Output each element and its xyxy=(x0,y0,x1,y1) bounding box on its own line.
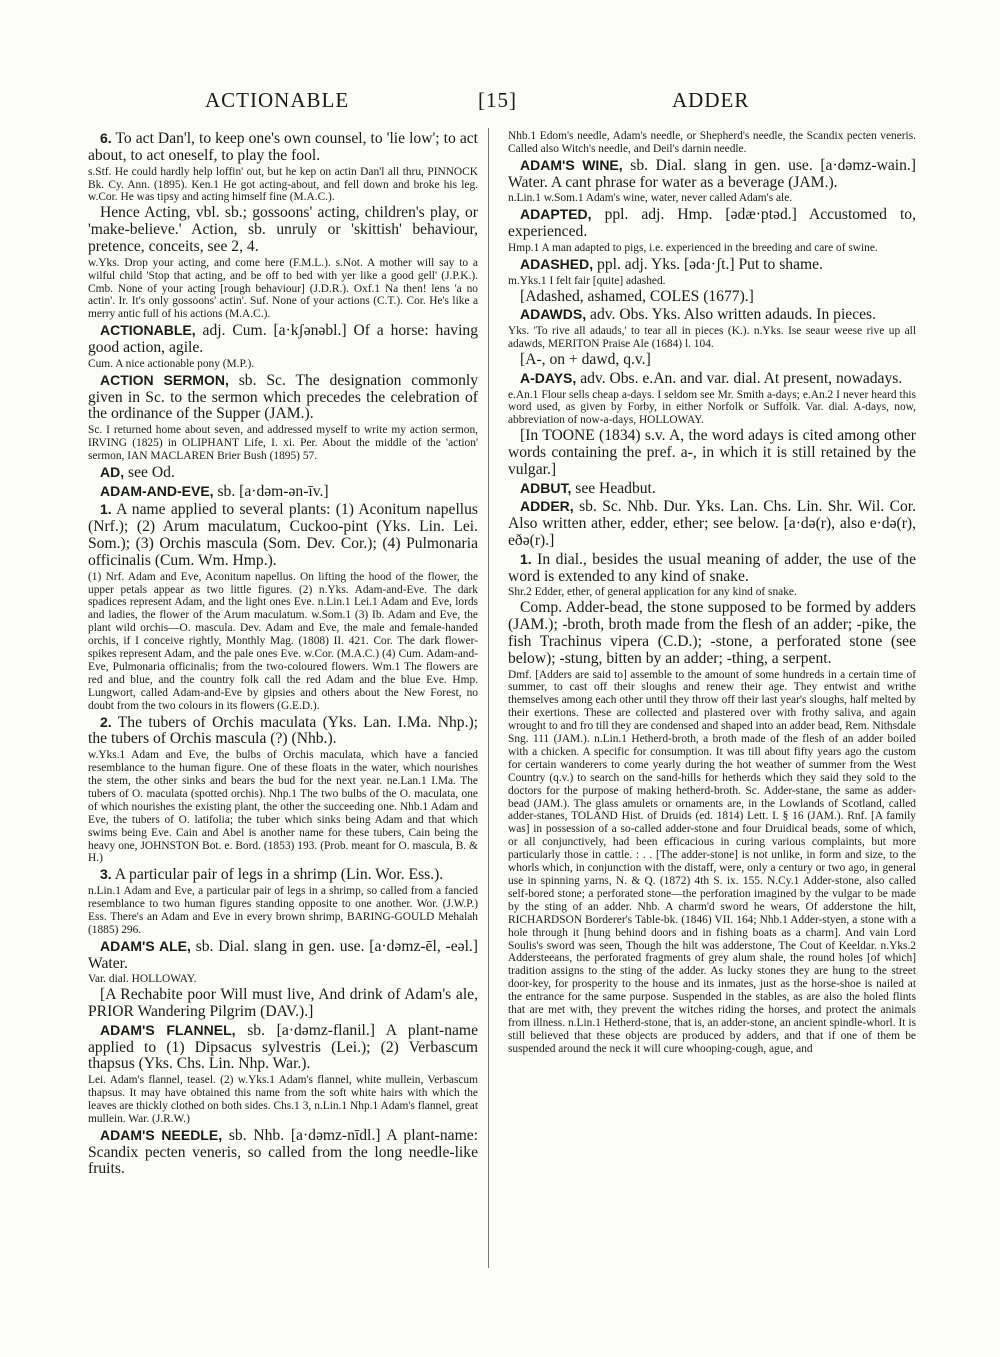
page-number: [15] xyxy=(478,88,517,112)
citation-block xyxy=(88,358,478,371)
citation-block xyxy=(88,571,478,713)
dictionary-entry xyxy=(88,938,478,973)
entry-text: [A-, on + dawd, q.v.] xyxy=(520,350,651,368)
entry-text: To act Dan'l, to keep one's own counsel, to 'lie low'; to act about, to act oneself, to play the fool. xyxy=(88,130,478,164)
dictionary-entry xyxy=(508,600,916,667)
dictionary-entry xyxy=(88,130,478,165)
headword: ADAPTED, xyxy=(520,206,592,223)
dictionary-entry xyxy=(88,987,478,1021)
dictionary-entry xyxy=(88,464,478,482)
entry-text: m.Yks.1 I felt fair [quite] adashed. xyxy=(508,274,666,287)
entry-text: w.Yks.1 Adam and Eve, the bulbs of Orchis maculata, which have a fancied resemblance to the human figure. One of these floats in the water, which nourishes the stem, the other sinks and bears the bud for the next year. ne.Lan.1 I.Ma. The tubers of O. maculata (spotted orchis). Nhp.1 The two bulbs of the O. maculata, one of which nourishes the existing plant, the other the succeeding one. Nhb.1 Adam and Eve, the tubers of O. latifolia; the tuber which sinks being Adam and that which swims being Eve. Cain and Abel is another name for these tubers, Cain being the heavy one, JOHNSTON Bot. e. Bord. (1853) 193. (Prob. meant for O. mascula, B. & H.) xyxy=(88,749,478,865)
citation-block xyxy=(508,192,916,205)
citation-block xyxy=(508,130,916,156)
citation-block xyxy=(508,389,916,428)
entry-text: Hmp.1 A man adapted to pigs, i.e. experienced in the breeding and care of swine. xyxy=(508,241,878,254)
dictionary-entry xyxy=(508,306,916,324)
citation-block xyxy=(508,586,916,599)
entry-text: ppl. adj. Yks. [əda·ʃt.] Put to shame. xyxy=(597,255,823,273)
dictionary-entry xyxy=(88,322,478,357)
entry-text: sb. [a·dəmz-flanil.] A plant-name applied to (1) Dipsacus sylvestris (Lei.); (2) Verbascum thapsus (Yks. Chs. Lin. Nhp. War.). xyxy=(88,1021,478,1073)
citation-block xyxy=(88,257,478,322)
citation-block xyxy=(508,242,916,255)
entry-text: Var. dial. HOLLOWAY. xyxy=(88,973,197,986)
dictionary-entry xyxy=(508,498,916,549)
headword: ADAM'S NEEDLE, xyxy=(100,1126,223,1143)
entry-text: s.Stf. He could hardly help loffin' out, but he kep on actin Dan'l all thru, PINNOCK Bk. Cy. Ann. (1895). Ken.1 He got acting-about, and fell down and broke his leg. w.Cor. He was tipsy and acting himself fine (M.A.C.). xyxy=(88,165,478,204)
left-column xyxy=(88,130,478,1265)
dictionary-entry xyxy=(88,483,478,501)
dictionary-entry xyxy=(508,289,916,306)
entry-text: sb. Sc. The designation commonly given in Sc. to the sermon which precedes the celebration of the ordinance of the Supper (JAM.). xyxy=(88,371,478,423)
dictionary-entry xyxy=(508,157,916,192)
citation-block xyxy=(508,275,916,288)
running-header xyxy=(0,88,1000,124)
headword: 3. xyxy=(100,866,112,883)
entry-text: The tubers of Orchis maculata (Yks. Lan. I.Ma. Nhp.); the tubers of Orchis mascula (?) (Nhb.). xyxy=(88,713,478,748)
citation-block xyxy=(508,669,916,1056)
entry-text: sb. Dial. slang in gen. use. [a·dəmz-ēl, -eəl.] Water. xyxy=(88,937,478,972)
entry-text: sb. [a·dəm-ən-īv.] xyxy=(217,482,329,500)
entry-text: [Adashed, ashamed, COLES (1677).] xyxy=(520,287,754,305)
right-column xyxy=(508,130,916,1265)
headword: ADDER, xyxy=(520,498,574,515)
dictionary-entry xyxy=(88,501,478,569)
entry-text: n.Lin.1 Adam and Eve, a particular pair of legs in a shrimp, so called from a fancied resemblance to two human figures standing opposite to one another. Wor. (J.W.P.) Ess. There's an Adam and Eve in every brown shrimp, BARING-GOULD Mehalah (1885) 296. xyxy=(88,885,478,936)
entry-text: Hence Acting, vbl. sb.; gossoons' acting, children's play, or 'make-believe.' Action, sb. unruly or 'skittish' behaviour, pretence, conceits, see 2, 4. xyxy=(88,204,478,255)
headword: ADAM'S WINE, xyxy=(520,156,623,173)
entry-text: sb. Nhb. [a·dəmz-nīdl.] A plant-name: Scandix pecten veneris, so called from the long needle-like fruits. xyxy=(88,1126,478,1178)
entry-text: Dmf. [Adders are said to] assemble to the amount of some hundreds in a certain time of summer, to cast off their sloughs and renew their age. They entwist and writhe themselves among each other until they throw off their last year's sloughs, half melted by their exertions. These are collected and plastered over with frothy saliva, and again wrought to and fro till they are condensed and shaped into an adder bead, Rem. Nithsdale Sng. 111 (JAM.). n.Lin.1 Hetherd-broth, a broth made of the flesh of an adder boiled with a chicken. A specific for consumption. It was till about fifty years ago the custom for certain wanderers to come yearly during the hot weather of summer from the West Country (q.v.) to search on the sand-hills for hetherds which they said they sold to the doctors for the purpose of making hetherd-broth. Sc. Adder-stane, the same as adder-bead (JAM.). The glass amulets or ornaments are, in the Lowlands of Scotland, called adder-stanes, TOLAND Hist. of Druids (ed. 1814) Lett. I. § 16 (JAM.). Rnf. [A family was] in possession of a so-called adder-stone and four Druidical beads, some of which, or all conjunctively, had been efficacious in curing various complaints, but more particularly those in cattle. : . . [The adder-stone] is not unlike, in form and size, to the whorls which, in conjunction with the distaff, were, only a century or two ago, in general use in spinning yarns, N. & Q. (1872) 4th S. ix. 155. N.Cy.1 Adder-stone, also called self-bored stone; a perforated stone—the perforation imagined by the vulgar to be made by the sting of an adder. Nhb. A charm'd sword he wears, Of adderstone the hilt, RICHARDSON Borderer's Table-bk. (1846) VII. 164; Nhb.1 Adder-styen, a stone with a hole through it [hung behind doors and in fishing boats as a charm]. And vain Lord Soulis's sword was seen, Though the hilt was adderstone, The Cout of Keeldar. n.Yks.2 Addersteeans, the perforated fragments of grey alum shale, the round holes [of which] tradition assigns to the sting of the adder. As lucky stones they are hung to the street door-key, for prosperity to the house and its inmates, just as the horse-shoe is nailed at the entrance for the same purpose. Suspended in the stables, as are also the holed flints that are met with, they prevent the witches riding the horses, and protect the animals from illness. n.Lin.1 Hetherd-stone, that is, an adder-stone, an ancient spindle-whorl. It is still believed that these objects are produced by adders, and that if one of them be suspended around the neck it will cure whooping-cough, ague, and xyxy=(508,668,916,1055)
entry-text: Yks. 'To rive all adauds,' to tear all in pieces (K.). n.Yks. Ise seaur weese rive up all adawds, MERITON Praise Ale (1684) l. 104. xyxy=(508,325,916,351)
citation-block xyxy=(88,1074,478,1126)
citation-block xyxy=(88,973,478,986)
dictionary-entry xyxy=(508,428,916,478)
headword: 2. xyxy=(100,713,112,730)
dictionary-entry xyxy=(88,205,478,255)
headword: ADASHED, xyxy=(520,255,594,272)
headword: ADBUT, xyxy=(520,479,572,496)
headword: 6. xyxy=(100,130,112,146)
headword: 1. xyxy=(100,501,112,518)
citation-block xyxy=(88,166,478,205)
dictionary-entry xyxy=(508,480,916,498)
headword: AD, xyxy=(100,463,125,480)
headword: ADAM-AND-EVE, xyxy=(100,482,214,499)
dictionary-entry xyxy=(508,551,916,586)
dictionary-entry xyxy=(508,206,916,241)
entry-text: adj. Cum. [a·kʃənəbl.] Of a horse: having good action, agile. xyxy=(88,322,478,357)
headword: ADAWDS, xyxy=(520,306,587,323)
entry-text: In dial., besides the usual meaning of adder, the use of the word is extended to any kind of snake. xyxy=(508,550,916,585)
entry-text: w.Yks. Drop your acting, and come here (F.M.L.). s.Not. A mother will say to a wilful child 'Stop that acting, and be off to bed with yer like a good gell' (J.P.K.). Cmb. None of your acting [rough behaviour] (J.D.R.). Oxf.1 Na then! lens 'a no actin'. Ir. It's only gossoons' actin'. Suf. None of your actions (C.T.). Cor. He's like a merry antic full of his actions (M.A.C.). xyxy=(88,256,478,321)
dictionary-entry xyxy=(508,352,916,369)
citation-block xyxy=(508,325,916,351)
citation-block xyxy=(88,424,478,463)
entry-text: ppl. adj. Hmp. [ədæ·ptəd.] Accustomed to, experienced. xyxy=(508,206,916,241)
header-left-guide-word: ACTIONABLE xyxy=(205,88,350,112)
entry-text: see Od. xyxy=(128,463,175,481)
entry-text: A name applied to several plants: (1) Aconitum napellus (Nrf.); (2) Arum maculatum, Cuckoo-pint (Yks. Lin. Lei. Som.); (3) Orchis mascula (Som. Dev. Cor.); (4) Pulmonaria officinalis (Cum. Wm. Hmp.). xyxy=(88,501,478,569)
entry-text: (1) Nrf. Adam and Eve, Aconitum napellus. On lifting the hood of the flower, the upper petals appear as two little figures. (2) n.Yks. Adam-and-Eve. The dark spadices represent Adam, and the light ones Eve. n.Lin.1 Lei.1 Adam and Eve, lords and ladies, the flower of the Arum maculatum. w.Som.1 (3) Ib. Adam and Eve, the plant wild orchis—O. mascula. Dev. Adam and Eve, the male and female-handed orchis, if I conceive rightly, Monthly Mag. (1808) II. 421. Cor. The dark flower-spikes represent Adam, and the pale ones Eve. w.Cor. (M.A.C.) (4) Cum. Adam-and-Eve, Pulmonaria officinalis; from the two-coloured flowers. Wm.1 The flowers are red and blue, and the country folk call the red Adam and the blue Eve. Hmp. Lungwort, called Adam-and-Eve by gipsies and others about the New Forest, no doubt from the two colours in its flowers (G.E.D.). xyxy=(88,570,478,712)
dictionary-entry xyxy=(88,714,478,749)
entry-text: Sc. I returned home about seven, and addressed myself to write my action sermon, IRVING (1825) in OLIPHANT Life, I. xi. Per. About the middle of the 'action' sermon, IAN MACLAREN Brier Bush (1895) 57. xyxy=(88,424,478,462)
dictionary-entry xyxy=(88,372,478,423)
entry-text: sb. Dial. slang in gen. use. [a·dəmz-wain.] Water. A cant phrase for water as a beverage (JAM.). xyxy=(508,156,916,191)
entry-text: Shr.2 Edder, ether, of general application for any kind of snake. xyxy=(508,586,797,599)
headword: 1. xyxy=(520,550,532,567)
entry-text: e.An.1 Flour sells cheap a-days. I seldom see Mr. Smith a-days; e.An.2 I never heard this word used, as given by Forby, in either Norfolk or Suffolk. Var. dial. A-days, now, abbreviation of now-a-days, HOLLOWAY. xyxy=(508,388,916,427)
dictionary-entry xyxy=(508,256,916,274)
entry-text: [In TOONE (1834) s.v. A, the word adays is cited among other words containing the pref. a-, in which it is still retained by the vulgar.] xyxy=(508,427,916,478)
headword: ACTION SERMON, xyxy=(100,371,229,388)
entry-text: n.Lin.1 w.Som.1 Adam's wine, water, never called Adam's ale. xyxy=(508,192,793,205)
dictionary-entry xyxy=(88,1127,478,1178)
entry-text: Cum. A nice actionable pony (M.P.). xyxy=(88,357,255,370)
dictionary-entry xyxy=(88,866,478,884)
headword: A-DAYS, xyxy=(520,369,577,386)
headword: ADAM'S FLANNEL, xyxy=(100,1021,236,1038)
dictionary-entry xyxy=(508,370,916,388)
dictionary-entry xyxy=(88,1022,478,1073)
entry-text: Lei. Adam's flannel, teasel. (2) w.Yks.1 Adam's flannel, white mullein, Verbascum thapsus. It may have obtained this name from the soft white hairs with which the leaves are thickly clothed on both sides. Chs.1 3, n.Lin.1 Nhp.1 Adam's flannel, great mullein. War. (J.R.W.) xyxy=(88,1074,478,1125)
entry-text: sb. Sc. Nhb. Dur. Yks. Lan. Chs. Lin. Shr. Wil. Cor. Also written ather, edder, ether; see below. [a·də(r), also e·də(r), eðə(r).] xyxy=(508,498,916,550)
entry-text: see Headbut. xyxy=(575,479,656,497)
citation-block xyxy=(88,885,478,937)
entry-text: Nhb.1 Edom's needle, Adam's needle, or Shepherd's needle, the Scandix pecten veneris. Called also Witch's needle, and Deil's darnin needle. xyxy=(508,130,916,155)
headword: ADAM'S ALE, xyxy=(100,937,191,954)
entry-text: [A Rechabite poor Will must live, And drink of Adam's ale, PRIOR Wandering Pilgrim (DAV.).] xyxy=(88,986,478,1021)
entry-text: adv. Obs. e.An. and var. dial. At present, nowadays. xyxy=(580,369,903,387)
entry-text: adv. Obs. Yks. Also written adauds. In pieces. xyxy=(590,306,877,324)
header-right-guide-word: ADDER xyxy=(672,88,750,112)
headword: ACTIONABLE, xyxy=(100,322,196,339)
column-divider xyxy=(488,128,489,1268)
citation-block xyxy=(88,749,478,865)
entry-text: A particular pair of legs in a shrimp (Lin. Wor. Ess.). xyxy=(114,866,444,884)
entry-text: Comp. Adder-bead, the stone supposed to be formed by adders (JAM.); -broth, broth made from the flesh of an adder; -pike, the fish Trachinus vipera (C.D.); -stone, a perforated stone (see below); -stung, bitten by an adder; -thing, a serpent. xyxy=(508,599,916,667)
